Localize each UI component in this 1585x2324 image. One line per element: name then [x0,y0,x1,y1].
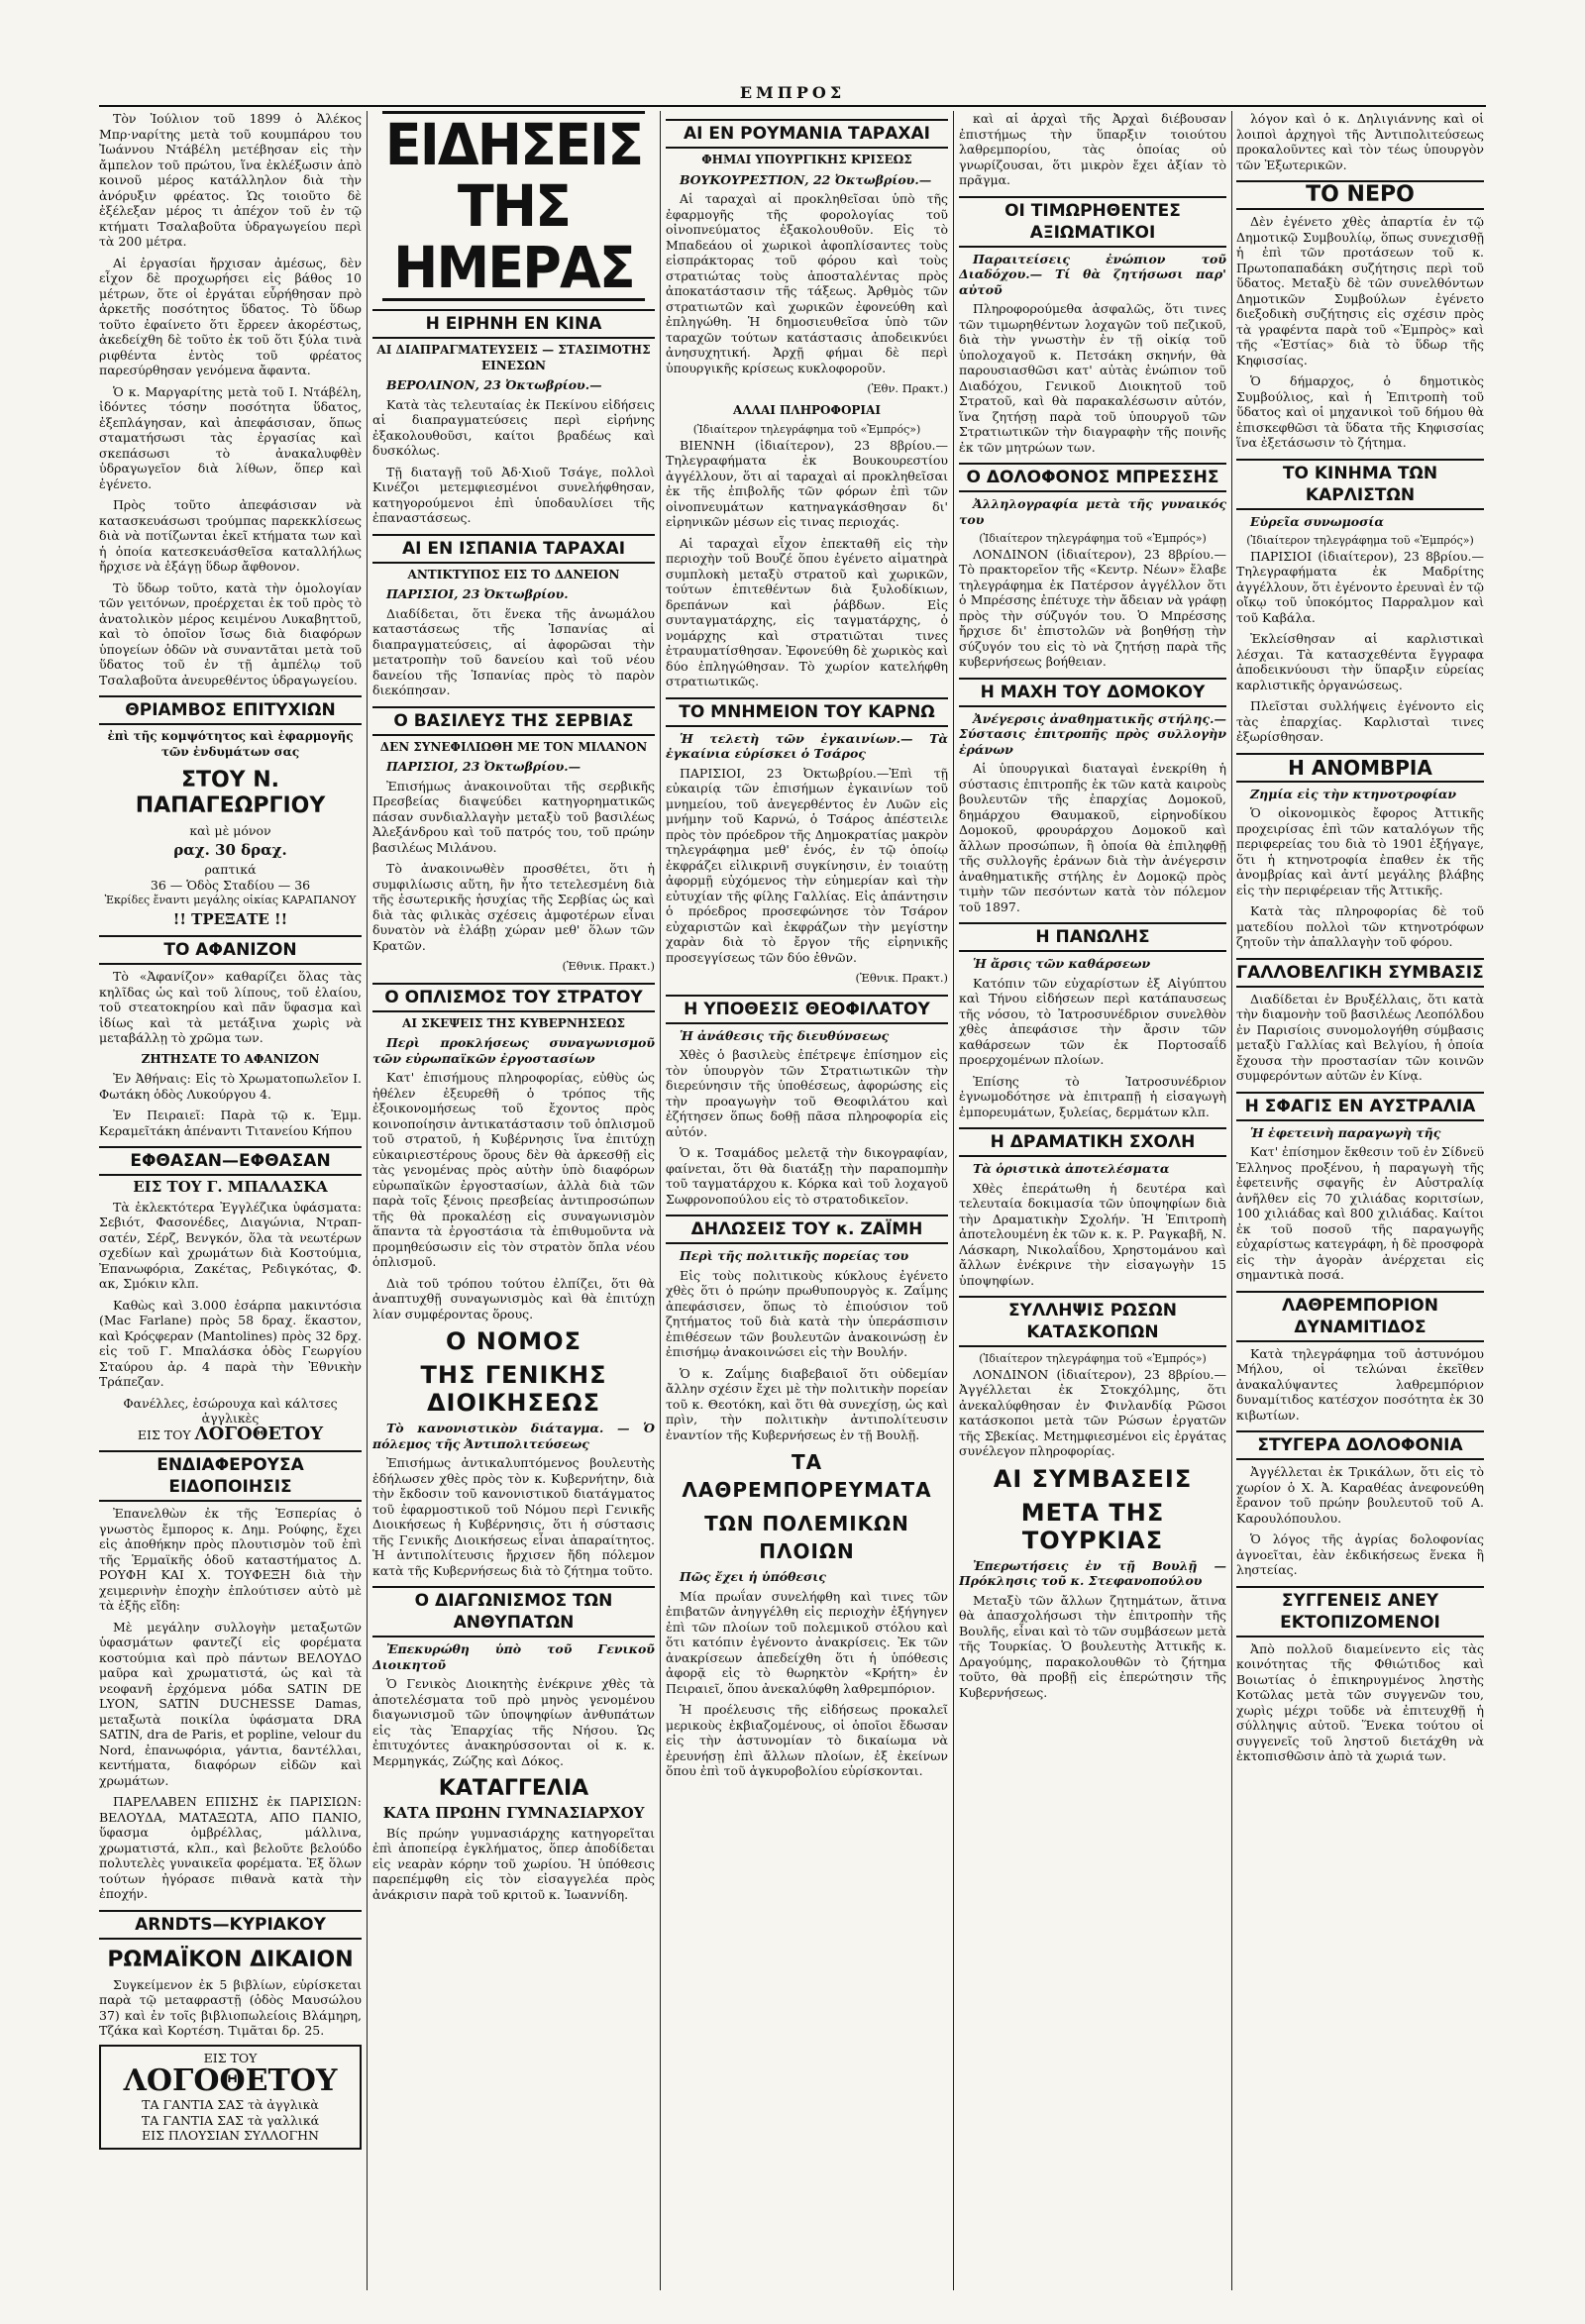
article-paragraph: Ἡ προέλευσις τῆς εἰδήσεως προκαλεῖ μερικοὺς ἐκβιαζομένους, οἱ ὁποῖοι ἔδωσαν εἰς τὴν ἀστυνομίαν τὸ δικαίωμα νὰ ἐρευνήσῃ ἐπὶ ἄλλων πλοίων, ἐξ ἐκείνων ὅπου ἐπὶ τοῦ ἀγκυροβολίου εὑρίσκονται. [666,1702,948,1778]
article-subheading: ΑΝΤΙΚΤΥΠΟΣ ΕΙΣ ΤΟ ΔΑΝΕΙΟΝ [407,567,620,581]
article-byline: Ἡ τελετὴ τῶν ἐγκαινίων.— Τὰ ἐγκαίνια εὑρίσκει ὁ Τσάρος [666,730,948,761]
ad-logo-name: ΛΟΓΟΘΕΤΟΥ [123,2063,338,2098]
article-headline: Η ΠΑΝΩΛΗΣ [959,922,1226,952]
column-1 [99,111,362,2156]
article-paragraph: Κατὰ τὰς τελευταίας ἐκ Πεκίνου εἰδήσεις αἱ διαπραγματεύσεις περὶ εἰρήνης ἐξακολουθοῦσι, καίτοι βραδέως καὶ δυσκόλως. [372,396,655,458]
article-paragraph: Πρὸς τοῦτο ἀπεφάσισαν νὰ κατασκευάσωσι τρούμπας παρεκκλίσεως διὰ νὰ ποτίζωνται ἐκεῖ κτήματα των καὶ ἡ ὁποία κατεσκευάσθεῖσα καταλλήλως ἤρχισε νὰ ἐξάγῃ ὕδωρ ἄφθονον. [99,497,362,574]
ad-paragraph: ΠΑΡΕΛΑΒΕΝ ΕΠΙΣΗΣ ἐκ ΠΑΡΙΣΙΩΝ: ΒΕΛΟΥΔΑ, ΜΑΤΑΞΩΤΑ, ΑΠΟ ΠΑΝΙΟ, ὕφασμα ὁμβρέλλας, μάλλινα, χρωματιστά, κλπ., καὶ βελοῦτε βελούδο πολυτελὲς γυναικεῖα φορέματα. Ἐξ ὅλων τούτων ἠγόρασε πιθανὰ κατὰ τὴν ἐποχήν. [99,1794,362,1901]
article-note: (Ἰδιαίτερον τηλεγράφημα τοῦ «Ἐμπρός») [979,532,1207,545]
ad-box [99,2045,362,2150]
article-note: (Ἰδιαίτερον τηλεγράφημα τοῦ «Ἐμπρός») [1246,534,1474,547]
ad-paragraph: Ἐν Πειραιεῖ: Παρὰ τῷ κ. Ἐμμ. Κεραμεῖτάκη ἀπέναντι Τιτανείου Κήπου [99,1108,362,1138]
article-paragraph: Κατ' ἐπίσημον ἔκθεσιν τοῦ ἐν Σίδνεϋ Ἑλληνος προξένου, ἡ παραγωγὴ τῆς ἐφετεινῆς σφαγῆς ἐν Αὐστραλίᾳ ἀνῆλθεν εἰς 70 χιλιάδας κοριτσίων, 100 χιλιάδας καὶ 800 χιλιάδας. Καίτοι ἐκ τοῦ ποσοῦ τῆς παραγωγῆς εὐχαρίστως κατεγράφη, ἡ δὲ προσφορὰ εἰς τὴν ἀγορὰν ἀνέρχεται εἰς σημαντικὰ ποσά. [1236,1144,1484,1282]
ad-address: 36 — Ὁδὸς Σταδίου — 36 [150,877,311,893]
article-paragraph: Μεταξὺ τῶν ἄλλων ζητημάτων, ἅτινα θὰ ἀπασχολήσωσι τὴν ἐπιτροπὴν τῆς Βουλῆς, εἶναι καὶ τὸ τῶν συμβάσεων μετὰ τῆς Τουρκίας. Ὁ βουλευτὴς Ἀττικῆς κ. Δραγούμης, παρακολουθῶν τὸ ζήτημα τοῦτο, θὰ προβῇ εἰς ἐπερώτησιν τῆς Κυβερνήσεως. [959,1592,1226,1700]
article-paragraph: ΛΟΝΔΙΝΟΝ (ἰδιαίτερον), 23 8βρίου.—Ἀγγέλλεται ἐκ Στοκχόλμης, ὅτι ἀνεκαλύφθησαν ἐν Φινλανδίᾳ Ρῶσοι κατάσκοποι μετὰ τῶν Ρώσων ἐργατῶν τῆς Σβεκίας. Μετημφιεσμένοι εἰς ἐργάτας συνέλεγον πληροφορίας. [959,1366,1226,1458]
article-paragraph: Διὰ τοῦ τρόπου τούτου ἐλπίζει, ὅτι θὰ ἀναπτυχθῇ συναγωνισμὸς καὶ θὰ ἐπιτύχῃ λίαν συμφέροντας ὅρους. [372,1275,655,1321]
ad-logo [99,1423,362,1444]
article-paragraph: Τῇ διαταγῇ τοῦ Ἀδ·Χιοῦ Τσάγε, πολλοὶ Κινέζοι μετεμφιεσμένοι συνελήφθησαν, κατηγορούμενοι ἐπὶ ὑποδαυλίσει τῆς ἐπαναστάσεως. [372,464,655,525]
article-byline: Ἀλληλογραφία μετὰ τῆς γυναικός του [959,496,1226,527]
column-rule [953,111,954,2290]
article-headline: Ο ΟΠΛΙΣΜΟΣ ΤΟΥ ΣΤΡΑΤΟΥ [372,983,655,1012]
ad-price: ραχ. 30 δραχ. [173,840,287,859]
ad-text: ΕΙΣ ΠΛΟΥΣΙΑΝ ΣΥΛΛΟΓΗΝ [142,2128,319,2143]
article-headline: ΣΤΥΓΕΡΑ ΔΟΛΟΦΟΝΙΑ [1236,1430,1484,1460]
column-4 [959,111,1226,1706]
ad-paragraph: Τὸ «Ἀφανίζον» καθαρίζει ὅλας τὰς κηλῖδας ὡς καὶ τοῦ λίπους, τοῦ ἐλαίου, τοῦ στεατοκηρίου καὶ πᾶν ὕφασμα καὶ ἰδίως καὶ τὰ μετάξινα χωρὶς νὰ μεταβάλλῃ τὸ χρῶμα των. [99,969,362,1045]
article-paragraph: ΠΑΡΙΣΙΟΙ (ἰδιαίτερον), 23 8βρίου.—Τηλεγραφήματα ἐκ Μαδρίτης ἀγγέλλουν, ὅτι ἐγένοντο ἐρευναὶ ἐν τῷ οἴκῳ τοῦ ὑποκόμτος Παρραλμον καὶ τοῦ Καβάλα. [1236,548,1484,625]
article-subheading: ΚΑΤΑ ΠΡΩΗΝ ΓΥΜΝΑΣΙΑΡΧΟΥ [382,1804,645,1822]
article-headline: ΤΟ ΝΕΡΟ [1236,180,1484,210]
article-paragraph: Χθὲς ὁ βασιλεὺς ἐπέτρεψε ἐπίσημον εἰς τὸν ὑπουργὸν τῶν Στρατιωτικῶν τὴν διερεύνησιν τῆς ὑποθέσεως, ἀφορώσης εἰς τὴν προαγωγὴν τοῦ Θεοφιλάτου καὶ ἐζήτησεν ὅπως δοθῇ πᾶσα πληροφορία εἰς αὐτόν. [666,1047,948,1139]
article-headline: Ο ΔΟΛΟΦΟΝΟΣ ΜΠΡΕΣΣΗΣ [959,463,1226,492]
article-paragraph: Κατ' ἐπισήμους πληροφορίας, εὐθὺς ὡς ἠθέλεν ἐξευρεθῆ ὁ τρόπος τῆς ἐξοικονομήσεως τοῦ ἔχοντος πρὸς κοινοποίησιν ἀντικατάστασιν τοῦ ὁπλισμοῦ τοῦ στρατοῦ, ἡ Κυβέρνησις ἵνα ἐπιτύχῃ εὐκαιριεστέρους ὅρους δὲν θὰ ἀρκεσθῇ εἰς τὰς γενομένας πρὸς αὐτὴν ὑπὸ διαφόρων εὐρωπαϊκῶν ἐργοστασίων, ἀλλὰ διὰ τῶν παρὰ τοῖς ξένοις πρεσβείας ἀντιπροσώπων τῆς θὰ προκαλέσῃ εἰς συναγωνισμὸν ἅπαντα τὰ ἐργοστάσια τὰ ἐπιθυμοῦντα νὰ προμηθεύσωσιν εἰς τὸν στρατὸν ὅπλα νέου ὁπλισμοῦ. [372,1070,655,1269]
page-title: ΕΙΔΗΣΕΙΣ ΤΗΣ ΗΜΕΡΑΣ [382,111,645,301]
article-paragraph: Κατόπιν τῶν εὐχαρίστων ἐξ Αἰγύπτου καὶ Τήνου εἰδήσεων περὶ κατάπαυσεως τῆς νόσου, τὸ Ἰατροσυνέδριον συνελθὸν χθὲς ἀπεφάσισε τὴν ἄρσιν τῶν καθάρσεων τῶν ἐκ Πορτοσαΐδ προερχομένων πλοίων. [959,975,1226,1067]
article-subheading: ΑΛΛΑΙ ΠΛΗΡΟΦΟΡΙΑΙ [733,402,881,417]
ad-text: ΖΗΤΗΣΑΤΕ ΤΟ ΑΦΑΝΙΖΟΝ [141,1051,320,1066]
article-paragraph: Αἱ ταραχαὶ αἱ προκληθεῖσαι ὑπὸ τῆς ἐφαρμογῆς τῆς φορολογίας τοῦ οἰνοπνεύματος ἐξακολουθοῦν. Εἰς τὸ Μπαδεάου οἱ χωρικοὶ ἀφοπλίσαντες τοὺς εἰσπράκτορας τοῦ φόρου καὶ τοὺς στρατιώτας τοὺς ἀποσταλέντας πρὸς ἀποκατάστασιν τῆς τάξεως. Ἀρθμὸς τῶν στρατιωτῶν καὶ χωρικῶν ἐφονεύθη καὶ ἐπληγώθη. Ἡ δημοσιευθεῖσα ὑπὸ τῶν ταραχῶν τούτων κατάστασις ἀποδεικνύει ἀνησυχητική. Ἀρχῇ φήμαι δὲ περὶ ὑπουργικῆς κρίσεως κυκλοφοροῦν. [666,191,948,375]
ad-text: καὶ μὲ μόνον [189,823,271,838]
ad-text: Ἐκρίδες ἔναντι μεγάλης οἰκίας ΚΑΡΑΠΑΝΟΥ [104,894,357,906]
article-byline: Τὸ κανονιστικὸν διάταγμα. — Ὁ πόλεμος τῆς Ἀντιπολιτεύσεως [372,1421,655,1451]
article-paragraph: Πλεῖσται συλλήψεις ἐγένοντο εἰς τὰς ἐπαρχίας. Καρλισταὶ τινες ἐξωρίσθησαν. [1236,698,1484,744]
article-paragraph: Ὁ κ. Τσαμάδος μελετᾷ τὴν δικογραφίαν, φαίνεται, ὅτι θὰ διατάξῃ τὴν παραπομπὴν τοῦ ταγματάρχου κ. Κόρκα καὶ τοῦ λοχαγοῦ Σωφρονοπούλου εἰς τὸ στρατοδικεῖον. [666,1145,948,1207]
ad-paragraph: Ἐν Ἀθήναις: Εἰς τὸ Χρωματοπωλεῖον Ι. Φωτάκη ὁδὸς Λυκούργου 4. [99,1071,362,1102]
ad-heading: ΕΦΘΑΣΑΝ—ΕΦΘΑΣΑΝ [99,1146,362,1176]
article-paragraph: Αἱ ἐργασίαι ἤρχισαν ἀμέσως, δὲν εἶχον δὲ προχωρήσει εἰς βάθος 10 μέτρων, ὅτε οἱ ἐργάται εὗρήθησαν πρὸ ἀρκετῆς ποσότητος ὕδατος. Τὸ ὕδωρ τοῦτο ἐφαίνετο ὅτι ἔρρεεν ἀκορέστως, ἀκεδείχθη δὲ τοῦτο ἐκ τοῦ ὅτι ξύλα τινὰ ριφθέντα ἐντὸς τοῦ φρέατος παρεσύρθησαν γενόμενα ἄφαντα. [99,255,362,377]
article-byline: Περὶ τῆς πολιτικῆς πορείας του [680,1248,909,1263]
article-paragraph: Τὸν Ἰούλιον τοῦ 1899 ὁ Ἀλέκος Μπρ·ναρίτης μετὰ τοῦ κουμπάρου του Ἰωάννου Ντάβέλη μετέβησαν εἰς τὴν ἄμπελον τοῦ πρώτου, ἵνα ἐκλέξωσιν ἀπὸ κοινοῦ μέρος κατάλληλον διὰ τὴν ἀνόρυξιν φρέατος. Ὡς τοιοῦτο δὲ ἐξέλεξαν μέρος τι ἀπέχον τοῦ ἐν τῷ κτήματι Τσαλαβοῦτα ὑδραγωγείου περὶ τὰ 200 μέτρα. [99,111,362,249]
article-headline: ΤΑ ΛΑΘΡΕΜΠΟΡΕΥΜΑΤΑ [682,1450,932,1502]
article-paragraph: Ὁ Γενικὸς Διοικητὴς ἐνέκρινε χθὲς τὰ ἀποτελέσματα τοῦ πρὸ μηνὸς γενομένου διαγωνισμοῦ τῶν ὑποψηφίων ἀνθυπάτων εἰς τὰς Ἐπαρχίας τῆς Νήσου. Ὡς ἐπιτυχόντες ἀνακηρύσσονται οἱ κ. κ. Μερμηγκάς, Ζώζης καὶ Δόκος. [372,1676,655,1768]
column-5 [1236,111,1484,1770]
ad-text: ἐπὶ τῆς κομψότητος καὶ ἐφαρμογῆς τῶν ἐνδυμάτων σας [107,729,354,759]
article-paragraph: Χθὲς ἐπεράτωθη ἡ δευτέρα καὶ τελευταία δοκιμασία τῶν ὑποψηφίων διὰ τὴν Δραματικὴν Σχολήν. Ἡ Ἐπιτροπὴ ἀποτελουμένη ἐκ τῶν κ. κ. Ρ. Ραγκαβῆ, Ν. Λάσκαρη, Νικολαΐδου, Χρηστομάνου καὶ ἄλλων ἐνέκρινε τὴν εἰσαγωγὴν 15 ὑποψηφίων. [959,1180,1226,1288]
article-headline: ΤΩΝ ΠΟΛΕΜΙΚΩΝ ΠΛΟΙΩΝ [704,1512,909,1563]
article-headline: ΚΑΤΑΓΓΕΛΙΑ [438,1776,589,1801]
article-headline: Ο ΔΙΑΓΩΝΙΣΜΟΣ ΤΩΝ ΑΝΘΥΠΑΤΩΝ [372,1586,655,1637]
article-paragraph: Ἀγγέλλεται ἐκ Τρικάλων, ὅτι εἰς τὸ χωρίον ὁ Χ. Ἀ. Καραθέας ἀνεφονεύθη ἔρανον τοῦ πρώην βουλευτοῦ τοῦ Α. Καρουλόπουλου. [1236,1464,1484,1526]
ad-heading: ΣΤΟΥ Ν. ΠΑΠΑΓΕΩΡΓΙΟΥ [135,768,326,818]
ad-slogan: !! ΤΡΕΞΑΤΕ !! [172,909,288,928]
article-paragraph: Ἐπισήμως ἀντικαλυπτόμενος βουλευτὴς ἐδήλωσεν χθὲς πρὸς τὸν κ. Κυβερνήτην, διὰ τὴν ἔκδοσιν τοῦ κανονιστικοῦ διατάγματος τοῦ ἐφαρμοστικοῦ τοῦ Νόμου περὶ Γενικῆς Διοικήσεως ἡ Κυβέρνησις, ὅτι ἡ σύστασις τῆς Γενικῆς Διοικήσεως εἶναι ἀπαραίτητος. Ἡ ἀντιπολίτευσις ἤρχισεν ἤδη πόλεμον κατὰ τῆς Κυβερνήσεως διὰ τὸ ζήτημα τοῦτο. [372,1455,655,1578]
column-rule [367,111,368,2290]
article-paragraph: Ἀπὸ πολλοῦ διαμείνεντο εἰς τὰς κοινότητας τῆς Φθιώτιδος καὶ Βοιωτίας ὁ ἐπικηρυγμένος ληστὴς Κοτῶλας μετὰ τῶν συγγενῶν του, χωρὶς μέχρι τοῦδε νὰ ἐπιτευχθῇ ἡ σύλληψις αὐτοῦ. Ἕνεκα τούτου οἱ συγγενεῖς τοῦ ληστοῦ διετάχθη νὰ ἐκτοπισθῶσιν ἀπὸ τὰ χωριά των. [1236,1640,1484,1763]
article-paragraph: Πληροφορούμεθα ἀσφαλῶς, ὅτι τινες τῶν τιμωρηθέντων λοχαγῶν τοῦ πεζικοῦ, διὰ τὴν γνωστὴν ἐν τῇ οἰκίᾳ τοῦ ὑπολοχαγοῦ κ. Πετσάκη σκηνήν, θὰ παρουσιασθῶσι κατ' αὐτὰς ἐνώπιον τοῦ Διαδόχου, Γενικοῦ Διοικητοῦ τοῦ Στρατοῦ, καὶ θὰ παρακαλέσωσιν αὐτόν, ἵνα ζητήσῃ παρὰ τοῦ ὑπουργοῦ τῶν Στρατιωτικῶν τὴν διαγραφὴν τῆς ποινῆς ἐκ τῶν μητρώων των. [959,301,1226,455]
article-byline: Ἡ ἄρσις τῶν καθάρσεων [973,956,1151,971]
article-paragraph: Αἱ ταραχαὶ εἶχον ἐπεκταθῆ εἰς τὴν περιοχὴν τοῦ Βουζέ ὅπου ἐγένετο αἱματηρὰ συμπλοκὴ μεταξὺ στρατοῦ καὶ χωρικῶν, τούτων ἐπιτεθέντων διὰ ξυλοδίκιων, δρεπάνων καὶ ῥάβδων. Εἰς συνταγματάρχης, εἰς ταγματάρχης, ὁ νομάρχης καὶ στρατιῶται τινες ἐτραυματίσθησαν. Ἐφονεύθη δὲ χωρικὸς καὶ δύο ἐπληγώθησαν. Τὸ χωρίον κατελήφθη στρατιωτικῶς. [666,535,948,688]
article-dateline: ΠΑΡΙΣΙΟΙ, 23 Ὀκτωβρίου.— [386,759,581,774]
article-byline: Πῶς ἔχει ἡ ὑπόθεσις [680,1569,826,1584]
article-paragraph: Κατὰ τηλεγράφημα τοῦ ἀστυνόμου Μήλου, οἱ τελώναι ἐκεῖθεν ἀνακαλύψαντες λαθρεμπόριον δυναμίτιδος κατέσχον ποσότητα ἐκ 30 κιβωτίων. [1236,1345,1484,1423]
ad-heading: ΘΡΙΑΜΒΟΣ ΕΠΙΤΥΧΙΩΝ [99,695,362,725]
article-headline: ΣΥΓΓΕΝΕΙΣ ΑΝΕΥ ΕΚΤΟΠΙΖΟΜΕΝΟΙ [1236,1586,1484,1637]
article-headline: Η ΥΠΟΘΕΣΙΣ ΘΕΟΦΙΛΑΤΟΥ [666,995,948,1024]
article-headline: ΤΗΣ ΓΕΝΙΚΗΣ ΔΙΟΙΚΗΣΕΩΣ [420,1361,607,1417]
ad-text: Φανέλλες, ἐσώρουχα καὶ κάλτσες ἀγγλικὲς [123,1395,338,1426]
article-paragraph: Δὲν ἐγένετο χθὲς ἀπαρτία ἐν τῷ Δημοτικῷ Συμβουλίῳ, ὅπως συνεχισθῇ ἡ ἐπὶ τῶν προτάσεων τοῦ κ. Πρωτοπαπαδάκη συζήτησις περὶ τοῦ ὕδατος. Μεταξὺ δὲ τῶν συνελθόντων Δημοτικῶν Συμβούλων ἐγένετο διεξοδικὴ συζήτησις εἰς σχέσιν πρὸς τὰ γραφέντα παρὰ τοῦ «Ἐμπρὸς» καὶ τῆς «Ἑστίας» διὰ τὸ ὕδωρ τῆς Κηφισσίας. [1236,214,1484,368]
ad-text: ραπτικά [204,862,257,877]
article-paragraph: Ὁ οἰκονομικὸς ἔφορος Ἀττικῆς προχειρίσας ἐπὶ τῶν καταλόγων τῆς περιφερείας του διὰ τὸ 1901 ἐξήγαγε, ὅτι ἡ κτηνοτροφία ἐπαθεν ἐκ τῆς ἀνομβρίας καὶ ἀντί μεγάλης βλάβης εἰς τὴν περιφέρειαν τῆς Ἀττικῆς. [1236,805,1484,898]
masthead: ΕΜΠΡΟΣ [99,83,1486,107]
article-paragraph: ΠΑΡΙΣΙΟΙ, 23 Ὀκτωβρίου.—Ἐπὶ τῇ εὐκαιρίᾳ τῶν ἐπισήμων ἐγκαινίων τοῦ μνημείου, τοῦ ἀνεγερθέντος ἐν Λυῶν εἰς μνήμην τοῦ Καρνώ, ὁ Τσάρος ἀπέστειλε πρὸς τὸν πρόεδρον τῆς Δημοκρατίας μακρὸν τηλεγράφημα μεθ' ἑνός, ἐν τῷ ὁποίῳ ἐκφράζει εἰλικρινῆ συγκίνησιν, ἐν τοιαύτῃ ἀφορμῇ εὐχόμενος τὴν εὐημερίαν καὶ τὴν εὐτυχίαν τῆς φίλης Γαλλίας. Εἰς ἀπάντησιν ὁ πρόεδρος προσεφώνησε τὸν Τσάρον εὐχαριστῶν καὶ ἐκφράζων τὴν μεγίστην χαρὰν διὰ τὸ ἔργον τῆς εἰρηνικῆς προσεγγίσεως τῶν δύο ἐθνῶν. [666,765,948,965]
ad-text: ΤΑ ΓΑΝΤΙΑ ΣΑΣ τὰ ἀγγλικὰ [142,2097,319,2112]
ad-paragraph: Μὲ μεγάλην συλλογὴν μεταξωτῶν ὑφασμάτων φαντεζί εἰς φορέματα κοστούμια καὶ πρὸ πάντων ΒΕΛΟΥΔΟ μαῦρα καὶ χρωματιστά, ὡς καὶ τὰ νεοφανῆ ἐρχόμενα μόδα SATIN DE LYON, SATIN DUCHESSE Damas, μεταξωτὰ ποικίλα ὑφάσματα DRA SATIN, dra de Paris, et popline, velour du Nord, ἐπανωφόρια, γάντια, δαντέλλαι, κεντήματα, διαφόρων εἰδῶν καὶ χρωμάτων. [99,1619,362,1788]
article-headline: Η ΑΝΟΜΒΡΙΑ [1236,753,1484,783]
article-headline: ΣΥΛΛΗΨΙΣ ΡΩΣΩΝ ΚΑΤΑΣΚΟΠΩΝ [959,1296,1226,1347]
article-paragraph: Ἐπίσης τὸ Ἰατροσυνέδριον ἐγνωμοδότησε νὰ ἐπιτραπῇ ἡ εἰσαγωγὴ ἐμπορευμάτων, ξυλείας, δερμάτων κλπ. [959,1073,1226,1119]
article-byline: Ἡ ἐφετεινὴ παραγωγὴ τῆς [1250,1124,1441,1140]
article-paragraph: Ὁ κ. Μαργαρίτης μετὰ τοῦ Ι. Ντάβέλη, ἰδόντες τόσην ποσότητα ὕδατος, ἐξεπλάγησαν, καὶ ἀπεφάσισαν, ὅπως σταματήσωσι τὰς ἐργασίας καὶ σκεπάσωσι τὸ ἀνακαλυφθὲν ὑδραγωγεῖον διὰ λίθων, ὅπερ καὶ ἐγένετο. [99,383,362,491]
article-paragraph: ΒΙΕΝΝΗ (ἰδιαίτερον), 23 8βρίου.—Τηλεγραφήματα ἐκ Βουκουρεστίου ἀγγέλλουν, ὅτι αἱ ταραχαὶ αἱ προκληθεῖσαι ἐκ τῆς ἐπιβολῆς τῶν φόρων ἐπὶ τῶν οἰνοπνευμάτων κατηναγκάσθησαν δι' εἰρηνικῶν μέσων εἰς τινας περιοχάς. [666,437,948,529]
article-paragraph: λόγον καὶ ὁ κ. Δηλιγιάννης καὶ οἱ λοιποὶ ἀρχηγοὶ τῆς Ἀντιπολιτεύσεως προκαλοῦντες καὶ τὸν τέως ὑπουργὸν τῶν Ἐξωτερικῶν. [1236,111,1484,172]
article-paragraph: Εἰς τοὺς πολιτικοὺς κύκλους ἐγένετο χθὲς ὅτι ὁ πρώην πρωθυπουργὸς κ. Ζαΐμης ἀπεφάσισεν, ὅπως τὸ ἐπιούσιον τοῦ ζητήματος τοῦ διὰ κατὰ τὴν ὑπεράσπισιν ἐπιθέσεων τῶν βουλευτῶν ἀνακοινώσῃ ἐν ἐπισήμῳ ἀνακοινώσει εἰς τὴν Βουλήν. [666,1267,948,1359]
article-headline: Η ΔΡΑΜΑΤΙΚΗ ΣΧΟΛΗ [959,1127,1226,1157]
article-note: (Ἰδιαίτερον τηλεγράφημα τοῦ «Ἐμπρός») [979,1352,1207,1365]
ad-heading: ΡΩΜΑΪΚΟΝ ΔΙΚΑΙΟΝ [107,1947,354,1972]
article-headline: ΛΑΘΡΕΜΠΟΡΙΟΝ ΔΥΝΑΜΙΤΙΔΟΣ [1236,1291,1484,1342]
article-headline: ΑΙ ΣΥΜΒΑΣΕΙΣ [993,1464,1193,1493]
article-headline: Ο ΝΟΜΟΣ [446,1327,581,1355]
article-headline: ΤΟ ΚΙΝΗΜΑ ΤΩΝ ΚΑΡΛΙΣΤΩΝ [1236,459,1484,510]
article-headline: ΑΙ ΕΝ ΙΣΠΑΝΙΑ ΤΑΡΑΧΑΙ [372,534,655,564]
ad-logo-name: ΛΟΓΟΘΕΤΟΥ [194,1423,324,1444]
article-source: (Ἐθνικ. Πρακτ.) [855,971,948,985]
article-headline: ΟΙ ΤΙΜΩΡΗΘΕΝΤΕΣ ΑΞΙΩΜΑΤΙΚΟΙ [959,196,1226,248]
article-subheading: ΑΙ ΣΚΕΨΕΙΣ ΤΗΣ ΚΥΒΕΡΝΗΣΕΩΣ [402,1015,625,1030]
article-byline: Ἐπεκυρώθη ὑπὸ τοῦ Γενικοῦ Διοικητοῦ [372,1641,655,1672]
article-byline: Ἡ ἀνάθεσις τῆς διευθύνσεως [680,1027,890,1043]
ad-paragraph: Τὰ ἐκλεκτότερα Ἐγγλέζικα ὑφάσματα: Σεβιότ, Φασονέδες, Διαγώνια, Ντραπ-σατέν, Σέρζ, Βενγκόν, ὅλα τὰ νεωτέρων σχεδίων καὶ χρωμάτων διὰ Κοστούμια, Ἐπανωφόρια, Ζακέτας, Ρεδιγκότας, Φ. ακ, Σμόκιν κλπ. [99,1199,362,1291]
article-headline: Η ΕΙΡΗΝΗ ΕΝ ΚΙΝΑ [372,309,655,339]
article-paragraph: Ἐκλείσθησαν αἱ καρλιστικαὶ λέσχαι. Τὰ κατασχεθέντα ἔγγραφα ἀποδεικνύουσι τὴν ὕπαρξιν εὐρείας καρλιστικῆς ὀργανώσεως. [1236,631,1484,692]
article-byline: Περὶ προκλήσεως συναγωνισμοῦ τῶν εὐρωπαϊκῶν ἐργοστασίων [372,1035,655,1066]
article-paragraph: Βίς πρώην γυμνασιάρχης κατηγορεῖται ἐπὶ ἀποπείρᾳ ἐγκλήματος, ὅπερ ἀποδίδεται εἰς νεαρὰν κόρην τοῦ χωρίου. Ἡ ὑπόθεσις παρεπέμφθη εἰς τὸν εἰσαγγελέα πρὸς ἀνάκρισιν παρὰ τοῦ κριτοῦ κ. Ἰωαννίδη. [372,1825,655,1902]
article-byline: Ἐπερωτήσεις ἐν τῇ Βουλῇ — Πρόκλησις τοῦ κ. Στεφανοπούλου [959,1557,1226,1588]
article-byline: Ζημία εἰς τὴν κτηνοτροφίαν [1250,786,1457,801]
column-rule [660,111,661,2290]
ad-logo-prefix: ΕΙΣ ΤΟΥ [203,2050,258,2065]
article-byline: Παραιτείσεις ἐνώπιον τοῦ Διαδόχου.— Τί θὰ ζητήσωσι παρ' αὐτοῦ [959,251,1226,297]
article-paragraph: Διαδίδεται, ὅτι ἕνεκα τῆς ἀνωμάλου καταστάσεως τῆς Ἱσπανίας αἱ διαπραγματεύσεις, αἱ ἀφορῶσαι τὴν μετατροπὴν τοῦ δανείου καὶ τοῦ νέου δανείου τῆς Ἱσπανίας πρὸς τὸ παρὸν διεκόπησαν. [372,605,655,697]
article-source: (Ἐθν. Πρακτ.) [867,381,948,395]
article-paragraph: Ὁ λόγος τῆς ἀγρίας δολοφονίας ἀγνοεῖται, ἐὰν ἐκδικήσεως ἕνεκα ἢ ληστείας. [1236,1532,1484,1577]
article-headline: Ο ΒΑΣΙΛΕΥΣ ΤΗΣ ΣΕΡΒΙΑΣ [372,706,655,736]
article-paragraph: Αἱ ὑπουργικαὶ διαταγαὶ ἐνεκρίθη ἡ σύστασις ἐπιτροπῆς ἐκ τῶν κατὰ καιροὺς βουλευτῶν τῆς ἐπαρχίας Δομοκοῦ, δημάρχου Θαυμακοῦ, εἰρηνοδίκου Δομοκοῦ, φρουράρχου Δομοκοῦ καὶ ἄλλων προσώπων, ἣ ὁποία θὰ ἐπιληφθῇ τῆς συλλογῆς ἐράνων διὰ τὴν ἀνέγερσιν ἀναθηματικῆς στήλης ἐν Δομοκῷ πρὸς τιμὴν τῶν πεσόντων κατὰ τὸν πόλεμον τοῦ 1897. [959,761,1226,914]
ad-text: ΤΑ ΓΑΝΤΙΑ ΣΑΣ τὰ γαλλικά [141,2112,320,2128]
article-paragraph: Διαδίδεται ἐν Βρυξέλλαις, ὅτι κατὰ τὴν διαμονὴν τοῦ βασιλέως Λεοπόλδου ἐν Παρισίοις συνομολογήθη σύμβασις μεταξὺ Γαλλίας καὶ Βελγίου, ἡ ὁποία ἔχουσα τὴν προστασίαν τῶν κοινῶν συμφερόντων αὐτῶν ἐν Κίνᾳ. [1236,991,1484,1083]
article-dateline: ΒΕΡΟΛΙΝΟΝ, 23 Ὀκτωβρίου.— [386,377,602,392]
article-subheading: ΑΙ ΔΙΑΠΡΑΓΜΑΤΕΥΣΕΙΣ — ΣΤΑΣΙΜΟΤΗΣ ΕΙΝΕΣΩΝ [376,343,651,372]
article-paragraph: Τὸ ὕδωρ τοῦτο, κατὰ τὴν ὁμολογίαν τῶν γειτόνων, προέρχεται ἐκ τοῦ πρὸς τὸ ἀνατολικὸν μέρος κειμένου Λυκαβηττοῦ, καὶ τὸ ὁποῖον ἴσως διὰ διαφόρων ὑπογείων ὁδῶν νὰ συναντᾶται μετὰ τοῦ ὕδατος τοῦ ἐν τῇ ἀμπέλῳ τοῦ Τσαλαβοῦτα ἀνευρεθέντος ὑδραγωγείου. [99,580,362,687]
article-subheading: ΦΗΜΑΙ ΥΠΟΥΡΓΙΚΗΣ ΚΡΙΣΕΩΣ [701,153,912,166]
article-dateline: ΒΟΥΚΟΥΡΕΣΤΙΟΝ, 22 Ὀκτωβρίου.— [680,171,932,187]
ad-heading: ΕΝΔΙΑΦΕΡΟΥΣΑ ΕΙΔΟΠΟΙΗΣΙΣ [99,1450,362,1502]
article-paragraph: Κατὰ τὰς πληροφορίας δὲ τοῦ ματεδίου πολλοὶ τῶν κτηνοτρόφων ζητοῦν τὴν ἀπαλλαγὴν τοῦ φόρου. [1236,903,1484,949]
article-byline: Τὰ ὁριστικὰ ἀποτελέσματα [973,1161,1170,1176]
article-dateline: ΠΑΡΙΣΙΟΙ, 23 Ὀκτωβρίου. [386,586,569,601]
article-paragraph: Ὁ κ. Ζαΐμης διαβεβαιοῖ ὅτι οὐδεμίαν ἄλλην σχέσιν ἔχει μὲ τὴν πολιτικὴν πορείαν τοῦ κ. Θεοτόκη, καὶ ὅτι θὰ συνεχίσῃ, ὡς καὶ πρὶν, τὴν πολιτικὴν ἀντιπολίτευσιν ἐναντίον τῆς Κυβερνήσεως ἐν τῇ Βουλῇ. [666,1365,948,1442]
article-headline: ΤΟ ΜΝΗΜΕΙΟΝ ΤΟΥ ΚΑΡΝΩ [666,697,948,727]
article-note: (Ἰδιαίτερον τηλεγράφημα τοῦ «Ἐμπρός») [692,423,921,436]
ad-heading: ARNDTS—ΚΥΡΙΑΚΟΥ [99,1910,362,1940]
ad-paragraph: Ἐπανελθὼν ἐκ τῆς Ἑσπερίας ὁ γνωστὸς ἔμπορος κ. Δημ. Ρούφης, ἔχει εἰς ἀποθήκην πρὸς πλουτισμὸν τοῦ ἐπὶ τῆς Ἑρμαϊκῆς ὁδοῦ καταστήματος Δ. ΡΟΥΦΗ ΚΑΙ Χ. ΤΟΥΦΕΞΗ διὰ τὴν χειμερινὴν ἐποχὴν ἐπλούτισεν αὐτὸ μὲ τὰ ἐξῆς εἴδη: [99,1506,362,1613]
ad-heading: ΤΟ ΑΦΑΝΙΖΟΝ [99,935,362,965]
article-headline: ΑΙ ΕΝ ΡΟΥΜΑΝΙΑ ΤΑΡΑΧΑΙ [666,119,948,149]
column-rule [1231,111,1232,2290]
article-headline: Η ΣΦΑΓΙΣ ΕΝ ΑΥΣΤΡΑΛΙΑ [1236,1092,1484,1121]
column-2 [372,111,655,1908]
article-paragraph: ΛΟΝΔΙΝΟΝ (ἰδιαίτερον), 23 8βρίου.—Τὸ πρακτορεῖον τῆς «Κεντρ. Νέων» ἔλαβε τηλεγράφημα ἐκ Πατέρσον ἀγγέλλον ὅτι ὁ Μπρέσσης ἐπέτυχε τὴν ἄδειαν νὰ γράφῃ πρὸς τὴν σύζυγόν του. Ὁ Μπρέσσης ἤρχισε δι' ἐπιστολῶν νὰ βοηθήσῃ τὴν σύζυγόν του εἰς τὸ νὰ ζητήσῃ παρὰ τῆς κυβερνήσεως βοήθειαν. [959,546,1226,669]
ad-paragraph: Συγκείμενον ἐκ 5 βιβλίων, εὑρίσκεται παρὰ τῷ μεταφραστῇ (ὁδὸς Μαυσώλου 37) καὶ ἐν τοῖς βιβλιοπωλείοις Βλάμηρη, Τζάκα καὶ Κορτέση. Τιμᾶται δρ. 25. [99,1976,362,2038]
ad-logo-prefix: ΕΙΣ ΤΟΥ [137,1426,191,1442]
article-headline: ΔΗΛΩΣΕΙΣ ΤΟΥ κ. ΖΑΪΜΗ [666,1215,948,1244]
article-paragraph: Ὁ δήμαρχος, ὁ δημοτικὸς Συμβούλιος, καὶ ἡ Ἐπιτροπὴ τοῦ ὕδατος καὶ οἱ μηχανικοὶ τοῦ δήμου θὰ ἐπισκεφθῶσι τὰ ὕδατα τῆς Κηφισσίας ἵνα ἐξετάσωσιν τὸ ζήτημα. [1236,373,1484,450]
article-headline: Η ΜΑΧΗ ΤΟΥ ΔΟΜΟΚΟΥ [959,678,1226,707]
column-3 [666,111,948,1785]
article-subheading: ΔΕΝ ΣΥΝΕΦΙΛΙΩΘΗ ΜΕ ΤΟΝ ΜΙΛΑΝΟΝ [379,739,648,754]
article-headline: ΜΕΤΑ ΤΗΣ ΤΟΥΡΚΙΑΣ [1020,1498,1165,1554]
ad-paragraph: Καθὼς καὶ 3.000 ἐσάρπα μακιντόσια (Mac Farlane) πρὸς 58 δραχ. ἕκαστον, καὶ Κρόςφεραν (Mantolines) πρὸς 32 δρχ. εἰς τοῦ Γ. Μπαλάσκα ὁδὸς Γεωργίου Σταύρου ἀρ. 4 παρὰ τὴν Ἐθνικὴν Τράπεζαν. [99,1297,362,1389]
article-paragraph: Ἐπισήμως ἀνακοινοῦται τῆς σερβικῆς Πρεσβείας διαψεύδει κατηγορηματικῶς πάσαν συνδιαλλαγὴν μεταξὺ τοῦ βασιλέως Ἀλεξάνδρου καὶ τοῦ πατρός του, τοῦ πρώην βασιλέως Μιλάνου. [372,778,655,855]
ad-subheading: ΕΙΣ ΤΟΥ Γ. ΜΠΑΛΑΣΚΑ [133,1178,328,1196]
article-source: (Ἐθνικ. Πρακτ.) [562,959,655,973]
article-paragraph: καὶ αἱ ἀρχαὶ τῆς Ἀρχαὶ διέβουσαν ἐπιστήμως τὴν ὕπαρξιν τοιούτου λαθρεμπορίου, τὰς ὁποίας οὐ γνωρίζουσαι, ὅτι μικρὸν ἔχει ἀξίαν τὸ πρᾶγμα. [959,111,1226,187]
article-headline: ΓΑΛΛΟΒΕΛΓΙΚΗ ΣΥΜΒΑΣΙΣ [1236,958,1484,988]
article-paragraph: Τὸ ἀνακοινωθὲν προσθέτει, ὅτι ἡ συμφιλίωσις αὕτη, ἣν ἦτο τετελεσμένη διὰ τῆς ἐσωτερικῆς ἡσυχίας τῆς Σερβίας ὡς καὶ διὰ τὰς φιλικὰς σχέσεις ἀμφοτέρων εἶναι δυνατὸν νὰ ἐλάβῃ χώραν μεθ' ὅλων τῶν Κρατῶν. [372,861,655,953]
article-paragraph: Μία πρωΐαν συνελήφθη καὶ τινες τῶν ἐπιβατῶν ἀνηγγέλθη εἰς περιοχὴν ἐξήγηγεν ἐπὶ τῶν πλοίων τοῦ πολεμικοῦ στόλου καὶ ὅτι κατόπιν ἐγένοντο ἀνακρίσεις. Ἐκ τῶν ἀνακρίσεων ἀπεδείχθη ὅτι ἡ ὑπόθεσις ἀφορᾷ εἰς τὸ θωρηκτὸν «Κρήτη» ἐν Πειραιεῖ, ὅπου ἀνεκαλύφθη λαθρεμπόριον. [666,1588,948,1696]
article-byline: Εὐρεῖα συνωμοσία [1250,513,1384,529]
article-byline: Ἀνέγερσις ἀναθηματικῆς στήλης.— Σύστασις ἐπιτροπῆς πρὸς συλλογὴν ἐράνων [959,710,1226,757]
